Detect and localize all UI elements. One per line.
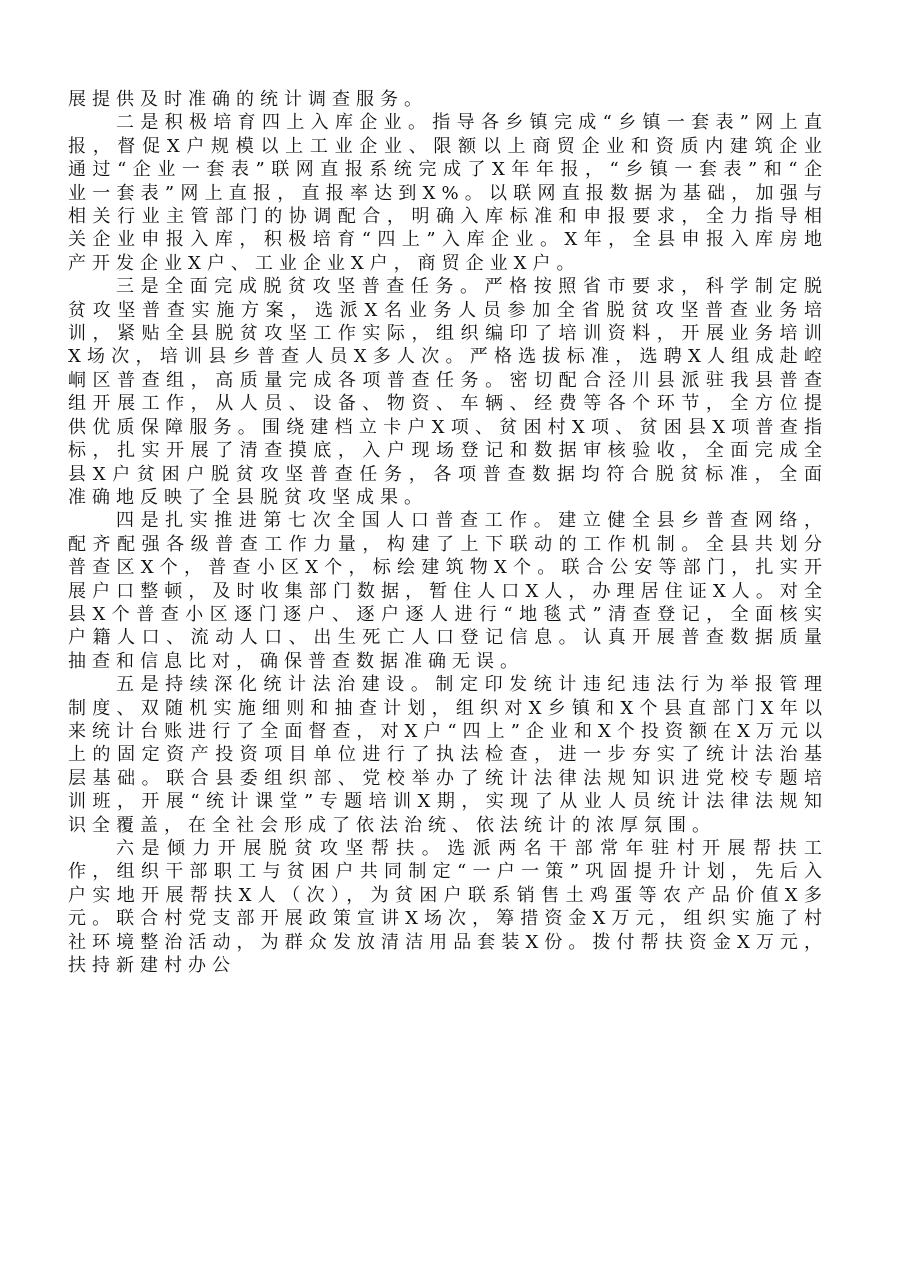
paragraph-statistical-law: 五是持续深化统计法治建设。制定印发统计违纪违法行为举报管理制度、双随机实施细则和抽查计划，组织对X乡镇和X个县直部门X年以来统计台账进行了全面督查，对X户“四上”企业和X个投资额在X万元以上的固定资产投资项目单位进行了执法检查，进一步夯实了统计法治基层基础。联合县委组织部、党校举办了统计法律法规知识进党校专题培训班，开展“统计课堂”专题培训X期，实现了从业人员统计法律法规知识全覆盖，在全社会形成了依法治统、依法统计的浓厚氛围。 — [68, 674, 828, 836]
paragraph-poverty-assistance: 六是倾力开展脱贫攻坚帮扶。选派两名干部常年驻村开展帮扶工作，组织干部职工与贫困户共同制定“一户一策”巩固提升计划，先后入户实地开展帮扶X人（次），为贫困户联系销售土鸡蛋等农产品价值X多元。联合村党支部开展政策宣讲X场次，筹措资金X万元，组织实施了村社环境整治活动，为群众发放清洁用品套装X份。拨付帮扶资金X万元，扶持新建村办公 — [68, 838, 828, 977]
paragraph-population-census: 四是扎实推进第七次全国人口普查工作。建立健全县乡普查网络，配齐配强各级普查工作力量，构建了上下联动的工作机制。全县共划分普查区X个，普查小区X个，标绘建筑物X个。联合公安等部门，扎实开展户口整顿，及时收集部门数据，暂住人口X人，办理居住证X人。对全县X个普查小区逐门逐户、逐户逐人进行“地毯式”清查登记，全面核实户籍人口、流动人口、出生死亡人口登记信息。认真开展普查数据质量抽查和信息比对，确保普查数据准确无误。 — [68, 510, 828, 672]
paragraph-enterprise-cultivation: 二是积极培育四上入库企业。指导各乡镇完成“乡镇一套表”网上直报，督促X户规模以上工业企业、限额以上商贸企业和资质内建筑企业通过“企业一套表”联网直报系统完成了X年年报，“乡镇一套表”和“企业一套表”网上直报，直报率达到X%。以联网直报数据为基础，加强与相关行业主管部门的协调配合，明确入库标准和申报要求，全力指导相关企业申报入库，积极培育“四上”入库企业。X年，全县申报入库房地产开发企业X户、工业企业X户，商贸企业X户。 — [68, 112, 828, 274]
paragraph-continuation: 展提供及时准确的统计调查服务。 — [68, 89, 428, 110]
document-page — [68, 88, 828, 977]
paragraph-poverty-census: 三是全面完成脱贫攻坚普查任务。严格按照省市要求，科学制定脱贫攻坚普查实施方案，选派X名业务人员参加全省脱贫攻坚普查业务培训，紧贴全县脱贫攻坚工作实际，组织编印了培训资料，开展业务培训X场次，培训县乡普查人员X多人次。严格选拔标准，选聘X人组成赴崆峒区普查组，高质量完成各项普查任务。密切配合泾川县派驻我县普查组开展工作，从人员、设备、物资、车辆、经费等各个环节，全方位提供优质保障服务。围绕建档立卡户X项、贫困村X项、贫困县X项普查指标，扎实开展了清查摸底，入户现场登记和数据审核验收，全面完成全县X户贫困户脱贫攻坚普查任务，各项普查数据均符合脱贫标准，全面准确地反映了全县脱贫攻坚成果。 — [68, 276, 828, 508]
